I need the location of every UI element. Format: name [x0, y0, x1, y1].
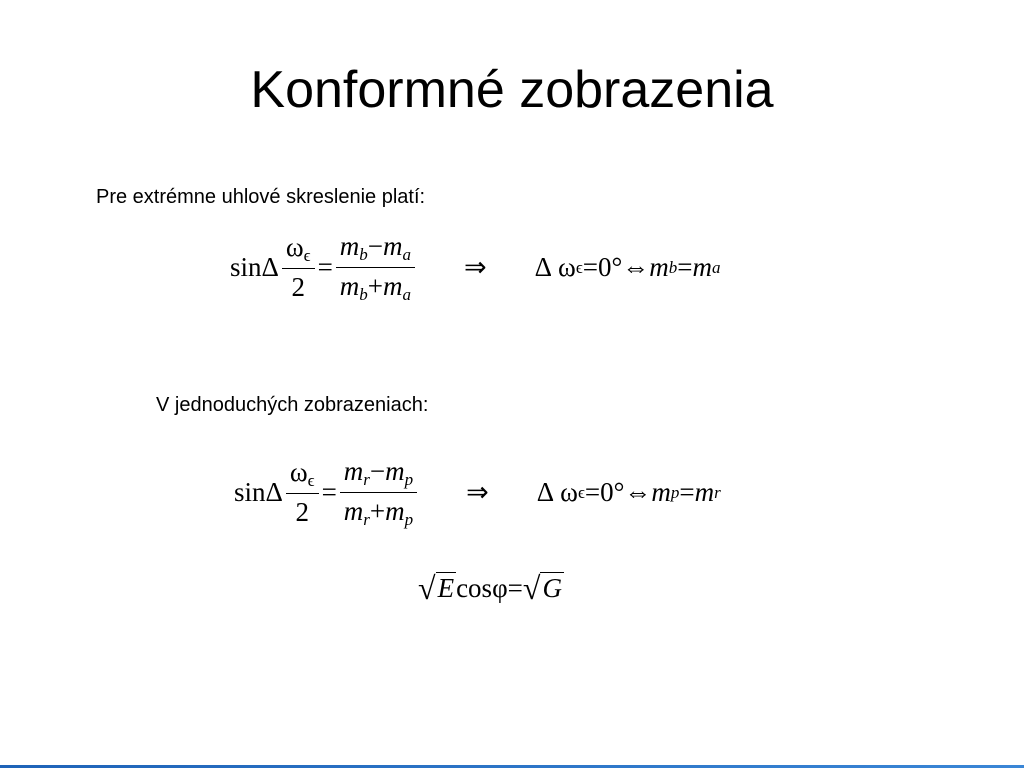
epsilon-subscript: ϵ — [575, 257, 583, 277]
iff-arrow: ⇔ — [624, 477, 652, 508]
delta-symbol: Δ — [265, 477, 283, 508]
m-ratio-fraction: $\frac{m_r-m_p}{m_r+m_p}$ — [340, 455, 417, 531]
equation-3: √ E cos φ = √ G — [418, 570, 562, 607]
omega-symbol: ω — [558, 252, 576, 283]
m-ratio-fraction: $\frac{m_b-m_a}{m_b+m_a}$ — [336, 230, 415, 306]
omega-half-fraction — [282, 231, 315, 305]
intro-text: Pre extrémne uhlové skreslenie platí: — [96, 186, 426, 208]
cos-operator: cos — [456, 572, 493, 603]
sin-operator: sin — [230, 252, 262, 283]
omega-half-fraction: $\frac{\omega_\epsilon}{2}$ — [286, 456, 319, 530]
equation-1: sin Δ $\frac{\omega_\epsilon}{2}$ = $\frac{m_b-m_a}{m_b+m_a}$ ⇒ Δ ω ϵ = 0 ° ⇔ m b = m a — [230, 231, 721, 305]
iff-arrow: ⇔ — [622, 252, 650, 283]
denominator-two: 2 — [291, 272, 305, 302]
implies-arrow: ⇒ — [466, 477, 489, 508]
equation-2: sin Δ $\frac{\omega_\epsilon}{2}$ = $\frac{m_r-m_p}{m_r+m_p}$ ⇒ Δ ω ϵ = 0 ° ⇔ m p = m r — [234, 456, 721, 530]
phi-symbol: φ — [492, 572, 508, 603]
sqrt-E: √ E — [418, 570, 455, 607]
omega-symbol: ω — [285, 231, 304, 262]
slide-title: Konformné zobrazenia — [250, 61, 774, 119]
sqrt-G: √ G — [522, 570, 562, 607]
equals-sign: = — [317, 252, 333, 283]
implies-arrow: ⇒ — [464, 252, 487, 283]
section2-text: V jednoduchých zobrazeniach: — [156, 394, 429, 416]
epsilon-subscript: ϵ — [303, 245, 311, 265]
sin-operator: sin — [234, 477, 266, 508]
delta-symbol: Δ — [261, 252, 279, 283]
delta-symbol: Δ — [534, 252, 553, 283]
